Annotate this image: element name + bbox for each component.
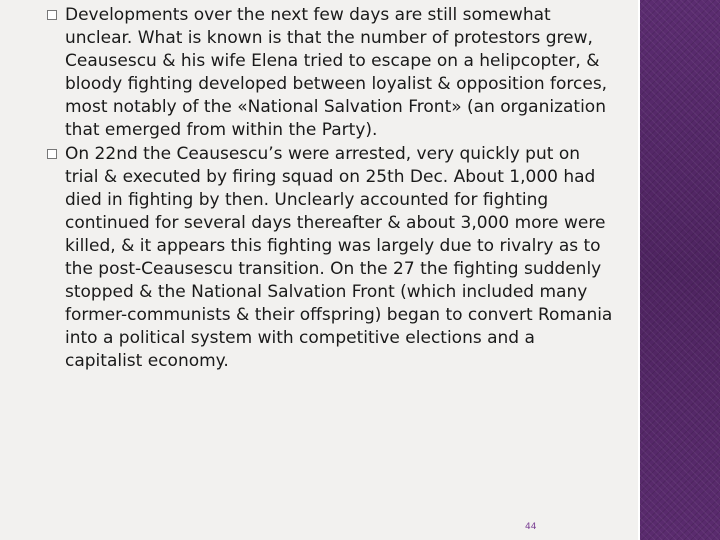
bullet-text-2: On 22nd the Ceausescu’s were arrested, very quickly put on trial & executed by firing squad on 25th Dec. About 1,000 had died in fighting by then. Unclearly accounted for fighting continued for several days thereafter & about 3,000 more were killed, & it appears this fighting was largely due to rivalry as to the post-Ceausescu transition. On the 27 the fighting suddenly stopped & the National Salvation Front (which included many former-communists & their offspring) began to convert Romania into a political system with competitive elections and a capitalist economy. xyxy=(65,143,613,372)
decorative-side-panel xyxy=(640,0,720,540)
bullet-item-2 xyxy=(45,143,615,374)
page-number: 44 xyxy=(525,522,537,532)
square-bullet-icon xyxy=(47,149,57,159)
bullet-item-1 xyxy=(45,4,615,143)
slide-body xyxy=(45,4,615,374)
square-bullet-icon xyxy=(47,10,57,20)
bullet-text-1: Developments over the next few days are still somewhat unclear. What is known is that the number of protestors grew, Ceausescu & his wife Elena tried to escape on a helipcopter, & bloody fighting developed between loyalist & opposition forces, most notably of the «National Salvation Front» (an organization that emerged from within the Party). xyxy=(65,5,608,141)
